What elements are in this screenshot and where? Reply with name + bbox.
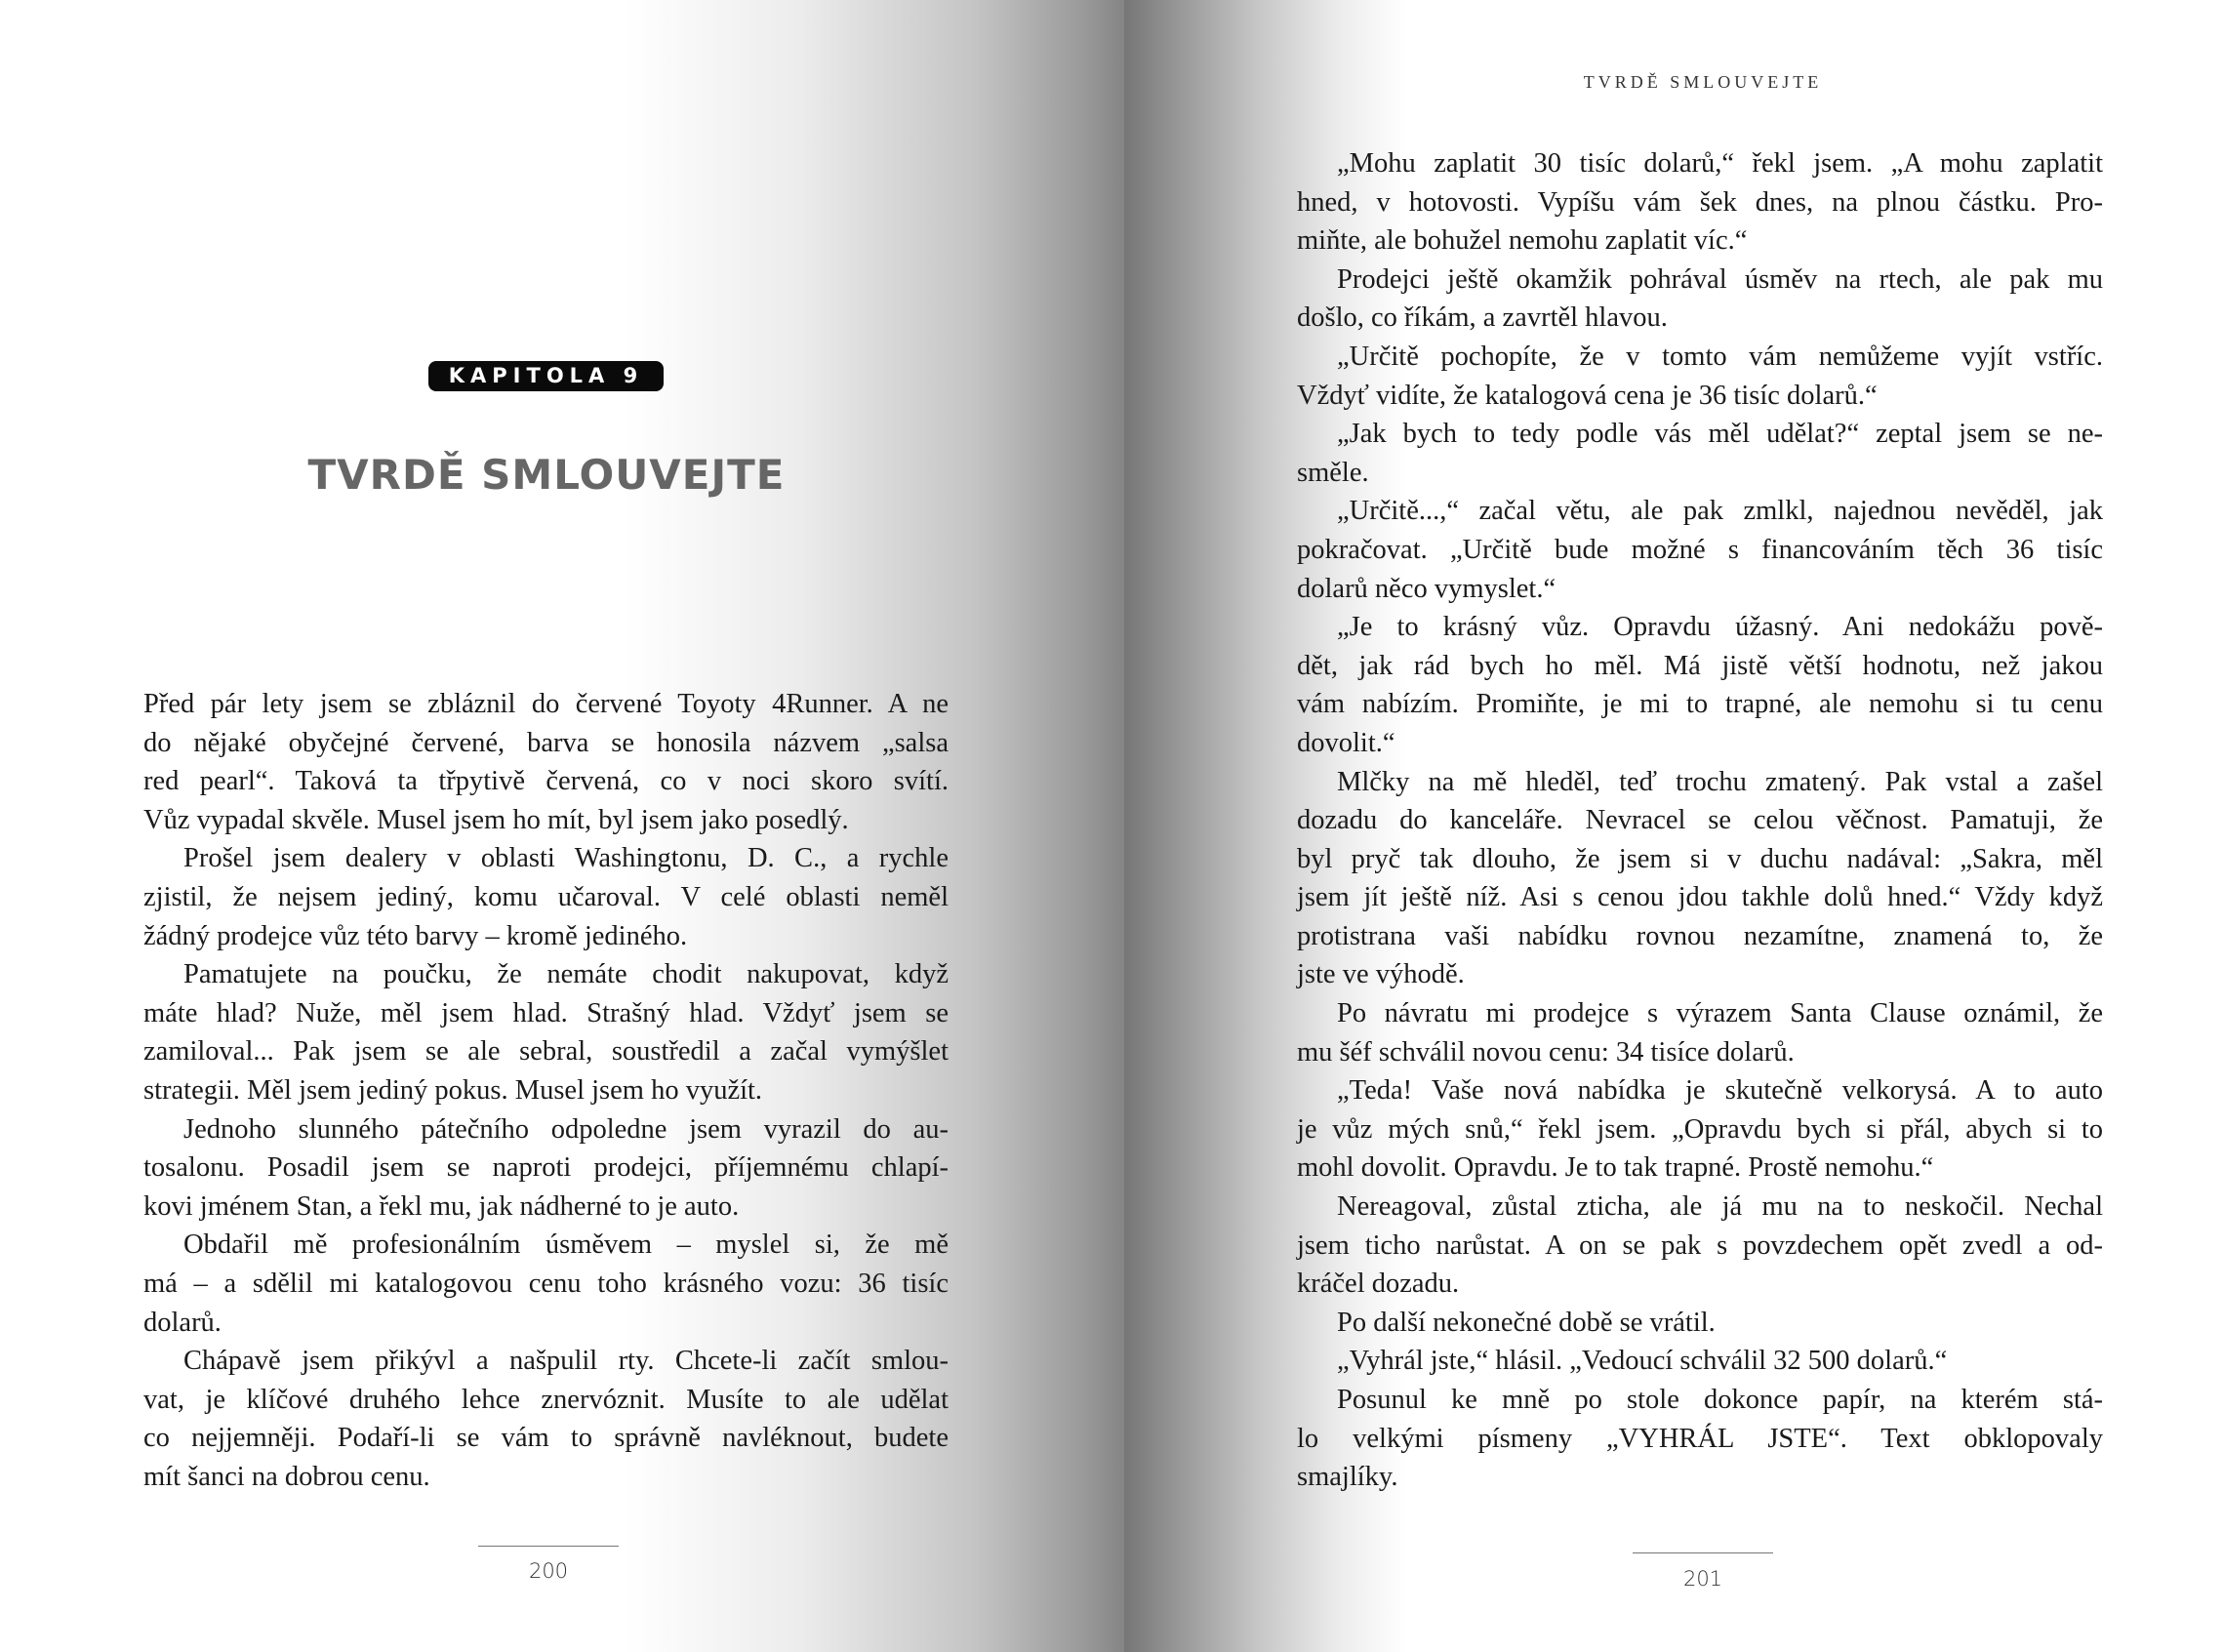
paragraph-line: jsem ticho narůstat. A on se pak s povzdechem opět zvedl a od- [1297, 1229, 2103, 1261]
paragraph-line: je vůz mých snů,“ řekl jsem. „Opravdu bych si přál, abych si to [1297, 1113, 2103, 1145]
paragraph-line: pokračovat. „Určitě bude možné s financováním těch 36 tisíc [1297, 534, 2103, 565]
paragraph-line: Chápavě jsem přikývl a našpulil rty. Chcete-li začít smlou- [183, 1346, 949, 1377]
paragraph-line: jsem jít ještě níž. Asi s cenou jdou takhle dolů hned.“ Vždy když [1297, 882, 2103, 913]
footer-rule [1633, 1552, 1773, 1553]
paragraph-line: Nereagoval, zůstal zticha, ale já mu na to neskočil. Nechal [1337, 1191, 2103, 1223]
paragraph-line: „Je to krásný vůz. Opravdu úžasný. Ani nedokážu pově- [1337, 612, 2103, 643]
paragraph-line: zjistil, že nejsem jediný, komu učaroval. V celé oblasti neměl [143, 881, 949, 912]
paragraph-line: má – a sdělil mi katalogovou cenu toho krásného vozu: 36 tisíc [143, 1268, 949, 1299]
paragraph-line: Po další nekonečné době se vrátil. [1337, 1307, 1716, 1338]
page-number: 200 [528, 1559, 569, 1583]
paragraph-line: zamiloval... Pak jsem se ale sebral, soustředil a začal vymýšlet [143, 1036, 949, 1068]
paragraph-line: „Mohu zaplatit 30 tisíc dolarů,“ řekl jsem. „A mohu zaplatit [1337, 148, 2103, 179]
paragraph-line: strategii. Měl jsem jediný pokus. Musel jsem ho využít. [143, 1074, 763, 1106]
running-head: TVRDĚ SMLOUVEJTE [1583, 72, 1823, 92]
paragraph-line: dolarů něco vymyslet.“ [1297, 573, 1556, 604]
paragraph-line: mu šéf schválil novou cenu: 34 tisíce dolarů. [1297, 1036, 1795, 1068]
paragraph-line: red pearl“. Taková ta třpytivě červená, co v noci skoro svítí. [143, 766, 949, 797]
paragraph-line: dovolit.“ [1297, 727, 1395, 758]
paragraph-line: „Vyhrál jste,“ hlásil. „Vedoucí schválil 32 500 dolarů.“ [1337, 1346, 1948, 1377]
paragraph-line: hned, v hotovosti. Vypíšu vám šek dnes, na plnou částku. Pro- [1297, 186, 2103, 218]
paragraph-line: „Určitě...,“ začal větu, ale pak zmlkl, najednou nevěděl, jak [1337, 496, 2103, 527]
paragraph-line: mohl dovolit. Opravdu. Je to tak trapné. Prostě nemohu.“ [1297, 1152, 1934, 1184]
left-body-text [143, 685, 949, 1496]
paragraph-line: došlo, co říkám, a zavrtěl hlavou. [1297, 302, 1668, 334]
paragraph-line: jste ve výhodě. [1297, 959, 1465, 990]
paragraph-line: vat, je klíčové druhého lehce znervóznit. Musíte to ale udělat [143, 1384, 949, 1415]
paragraph-line: Vždyť vidíte, že katalogová cena je 36 tisíc dolarů.“ [1297, 380, 1878, 411]
paragraph-line: „Určitě pochopíte, že v tomto vám nemůžeme vyjít vstříc. [1337, 341, 2103, 372]
paragraph-line: lo velkými písmeny „VYHRÁL JSTE“. Text obklopovaly [1297, 1423, 2103, 1454]
paragraph-line: Mlčky na mě hleděl, teď trochu zmatený. Pak vstal a zašel [1337, 766, 2103, 797]
paragraph-line: směle. [1297, 457, 1369, 488]
paragraph-line: dět, jak rád bych ho měl. Má jistě větší hodnotu, než jakou [1297, 650, 2103, 681]
paragraph-line: miňte, ale bohužel nemohu zaplatit víc.“ [1297, 225, 1748, 257]
paragraph-line: Pamatujete na poučku, že nemáte chodit nakupovat, když [183, 959, 949, 990]
chapter-title: TVRDĚ SMLOUVEJTE [307, 451, 786, 499]
paragraph-line: dolarů. [143, 1307, 222, 1338]
paragraph-line: Po návratu mi prodejce s výrazem Santa Clause oznámil, že [1337, 998, 2103, 1029]
paragraph-line: máte hlad? Nuže, měl jsem hlad. Strašný hlad. Vždyť jsem se [143, 997, 949, 1028]
paragraph-line: do nějaké obyčejné červené, barva se honosila názvem „salsa [143, 727, 949, 758]
right-body-text [1297, 144, 2103, 1497]
paragraph-line: Vůz vypadal skvěle. Musel jsem ho mít, byl jsem jako posedlý. [143, 804, 849, 835]
paragraph-line: kovi jménem Stan, a řekl mu, jak nádherné to je auto. [143, 1190, 740, 1222]
paragraph-line: žádný prodejce vůz této barvy – kromě jediného. [143, 920, 688, 951]
paragraph-line: Před pár lety jsem se zbláznil do červené Toyoty 4Runner. A ne [143, 689, 949, 719]
paragraph-line: Prodejci ještě okamžik pohrával úsměv na rtech, ale pak mu [1337, 263, 2103, 295]
paragraph-line: smajlíky. [1297, 1462, 1398, 1493]
paragraph-line: protistrana vaši nabídku rovnou nezamítne, znamená to, že [1297, 920, 2103, 951]
paragraph-line: Jednoho slunného pátečního odpoledne jsem vyrazil do au- [183, 1113, 949, 1145]
chapter-badge: KAPITOLA 9 [428, 361, 664, 391]
paragraph-line: tosalonu. Posadil jsem se naproti prodejci, příjemnému chlapí- [143, 1152, 949, 1184]
paragraph-line: „Teda! Vaše nová nabídka je skutečně velkorysá. A to auto [1337, 1075, 2103, 1107]
paragraph-line: byl pryč tak dlouho, že jsem si v duchu nadával: „Sakra, měl [1297, 843, 2103, 874]
paragraph-line: „Jak bych to tedy podle vás měl udělat?“ zeptal jsem se ne- [1337, 419, 2103, 450]
paragraph-line: kráčel dozadu. [1297, 1269, 1460, 1300]
paragraph-line: dozadu do kanceláře. Nevracel se celou věčnost. Pamatuji, že [1297, 805, 2103, 836]
paragraph-line: Prošel jsem dealery v oblasti Washingtonu, D. C., a rychle [183, 843, 949, 874]
paragraph-line: Obdařil mě profesionálním úsměvem – myslel si, že mě [183, 1229, 949, 1261]
paragraph-line: mít šanci na dobrou cenu. [143, 1461, 430, 1492]
paragraph-line: vám nabízím. Promiňte, je mi to trapné, ale nemohu si tu cenu [1297, 689, 2103, 720]
paragraph-line: co nejjemněji. Podaří-li se vám to správně navléknout, budete [143, 1423, 949, 1454]
page-number: 201 [1682, 1567, 1723, 1591]
right-page [1124, 0, 2223, 1652]
paragraph-line: Posunul ke mně po stole dokonce papír, na kterém stá- [1337, 1385, 2103, 1415]
footer-rule [478, 1546, 619, 1547]
